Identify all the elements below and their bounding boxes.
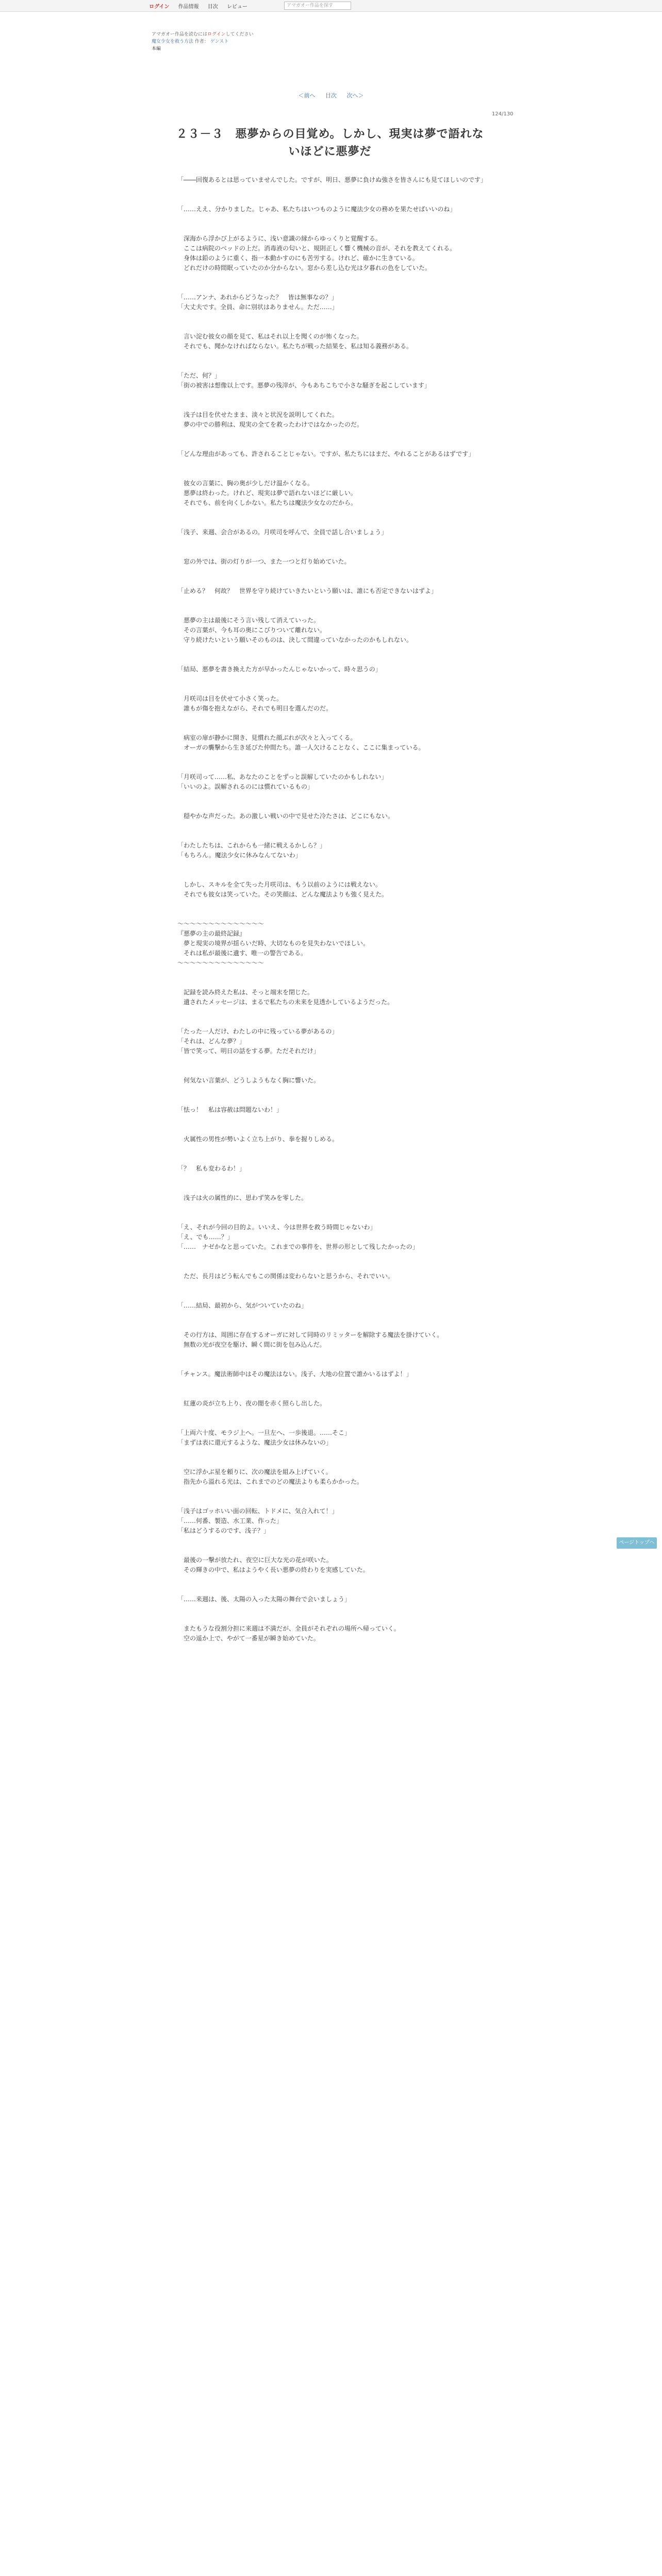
body-paragraph	[177, 1360, 500, 1369]
body-paragraph: 夢と現実の境界が揺らいだ時、大切なものを見失わないでほしい。	[177, 940, 370, 947]
body-paragraph: 穏やかな声だった。あの激しい戦いの中で見せた冷たさは、どこにもない。	[177, 812, 394, 820]
body-paragraph	[177, 860, 500, 870]
body-paragraph: それは私が最後に遺す、唯一の警告である。	[177, 950, 307, 957]
body-paragraph	[177, 900, 500, 909]
body-paragraph: 「浅子、来週、会合があるの。月咲司を呼んで、全員で話し合いましょう」	[177, 529, 388, 536]
body-paragraph: 「止める？ 何故？ 世界を守り続けていきたいという願いは、誰にも否定できないはずよ」	[177, 587, 438, 595]
body-paragraph	[177, 596, 500, 606]
body-paragraph: 「上両六十度、モラジ上へ。一旦左へ、一歩後退。……そこ」	[177, 1429, 351, 1436]
body-paragraph: 「ただ、何？」	[177, 372, 221, 379]
body-paragraph	[177, 508, 500, 518]
body-paragraph: 『悪夢の主の最終記録』	[177, 930, 246, 937]
body-paragraph	[177, 753, 500, 762]
index-link[interactable]: 目次	[207, 4, 218, 10]
body-paragraph	[177, 1409, 500, 1418]
body-paragraph: それでも彼女は笑っていた。その笑顔は、どんな魔法よりも強く見えた。	[177, 891, 388, 898]
body-paragraph	[177, 1066, 500, 1076]
body-paragraph	[177, 283, 500, 293]
body-paragraph	[177, 537, 500, 547]
body-paragraph: 病室の扉が静かに開き、見慣れた顔ぶれが次々と入ってくる。	[177, 734, 357, 741]
body-paragraph: 浅子は目を伏せたまま、淡々と状況を説明してくれた。	[177, 411, 339, 418]
body-paragraph: 窓の外では、街の灯りが一つ、また一つと灯り始めていた。	[177, 558, 351, 565]
body-paragraph	[177, 518, 500, 528]
body-paragraph: 火属性の男性が勢いよく立ち上がり、拳を握りしめる。	[177, 1136, 339, 1143]
body-paragraph	[177, 1262, 500, 1272]
login-notice-link[interactable]: ログイン	[207, 32, 226, 37]
body-paragraph	[177, 1291, 500, 1301]
body-paragraph: その輝きの中で、私はようやく長い悪夢の終わりを実感していた。	[177, 1566, 369, 1573]
body-paragraph	[177, 1546, 500, 1555]
body-paragraph	[177, 1154, 500, 1164]
body-paragraph: 「怯っ！ 私は容赦は問題ないわ！」	[177, 1106, 283, 1113]
body-paragraph	[177, 567, 500, 577]
body-paragraph	[177, 273, 500, 283]
body-paragraph: しかし、スキルを全て失った月咲司は、もう以前のようには戦えない。	[177, 881, 382, 888]
body-paragraph: 「……何番、製造、水工業、作った」	[177, 1517, 283, 1524]
table-of-contents-link[interactable]: 目次	[325, 92, 337, 99]
body-paragraph: それでも、聞かなければならない。私たちが戦った結果を、私は知る義務がある。	[177, 343, 413, 350]
body-paragraph: 浅子は火の属性的に、思わず笑みを零した。	[177, 1194, 308, 1201]
body-paragraph	[177, 1174, 500, 1183]
body-paragraph	[177, 792, 500, 802]
body-paragraph: 記録を読み終えた私は、そっと端末を閉じた。	[177, 989, 314, 996]
body-paragraph	[177, 684, 500, 694]
body-paragraph	[177, 312, 500, 322]
body-paragraph	[177, 1536, 500, 1546]
body-paragraph	[177, 459, 500, 469]
body-paragraph: 「わたしたちは、これからも一緒に戦えるかしら？」	[177, 842, 326, 849]
body-paragraph: 「いいのよ。誤解されるのには慣れているもの」	[177, 783, 314, 790]
body-paragraph	[177, 1086, 500, 1095]
body-paragraph	[177, 1350, 500, 1360]
body-paragraph: 深海から浮かび上がるように、浅い意識の縁からゆっくりと覚醒する。	[177, 235, 382, 242]
body-paragraph: 指先から溢れる光は、これまでのどの魔法よりも柔らかかった。	[177, 1478, 363, 1485]
body-paragraph: 「え、それが今回の目的よ。いいえ、今は世界を救う時間じゃないわ」	[177, 1224, 376, 1231]
body-paragraph: 「……来週は、後、太陽の入った太陽の舞台で会いましょう」	[177, 1596, 351, 1603]
prev-chapter-link[interactable]: ＜前へ	[298, 92, 316, 99]
body-paragraph	[177, 674, 500, 684]
body-paragraph	[177, 1379, 500, 1389]
body-paragraph: 〜〜〜〜〜〜〜〜〜〜〜〜〜〜	[177, 959, 264, 967]
body-paragraph: 最後の一撃が放たれ、夜空に巨大な光の花が咲いた。	[177, 1556, 333, 1564]
body-paragraph	[177, 645, 500, 655]
body-paragraph	[177, 1604, 500, 1614]
login-link[interactable]: ログイン	[149, 4, 170, 10]
body-paragraph: 空に浮かぶ星を頼りに、次の魔法を組み上げていく。	[177, 1468, 332, 1476]
body-paragraph	[177, 1448, 500, 1458]
body-paragraph	[177, 1575, 500, 1585]
series-header	[152, 31, 254, 53]
body-paragraph	[177, 322, 500, 332]
series-title-link[interactable]: 魔女少女を救う方法	[152, 39, 194, 44]
body-paragraph	[177, 1320, 500, 1330]
body-paragraph: 悪夢は終わった。けれど、現実は夢で語れないほどに厳しい。	[177, 489, 357, 497]
body-paragraph	[177, 195, 500, 205]
body-paragraph: ここは病院のベッドの上だ。消毒液の匂いと、規則正しく響く機械の音が、それを教えてくれる。	[177, 245, 456, 252]
body-paragraph	[177, 1311, 500, 1320]
body-paragraph	[177, 762, 500, 772]
body-paragraph: またもうな役割分担に来週は不満だが、全員がそれぞれの場所へ帰っていく。	[177, 1625, 400, 1632]
body-paragraph: 「…… ナゼかなと思っていた。これまでの事件を、世界の形として残したかったの」	[177, 1243, 419, 1250]
body-paragraph	[177, 547, 500, 557]
author-link[interactable]: ゲンスト	[210, 39, 229, 44]
works-link[interactable]: 作品情報	[178, 4, 199, 10]
body-paragraph: 彼女の言葉に、胸の奥が少しだけ温かくなる。	[177, 480, 314, 487]
body-paragraph	[177, 1115, 500, 1125]
body-paragraph	[177, 1585, 500, 1595]
body-paragraph: 遺されたメッセージは、まるで私たちの未来を見透かしているようだった。	[177, 998, 394, 1006]
top-nav-links	[149, 2, 255, 10]
next-chapter-link[interactable]: 次へ＞	[346, 92, 364, 99]
body-paragraph	[177, 1487, 500, 1497]
body-paragraph	[177, 821, 500, 831]
series-info: 魔女少女を救う方法 作者： ゲンスト	[152, 39, 229, 44]
chapter-pager	[0, 91, 662, 99]
body-paragraph: 悪夢の主は最後にそう言い残して消えていった。	[177, 617, 320, 624]
body-paragraph: 守り続けたいという願いそのものは、決して間違っていなかったのかもしれない。	[177, 636, 413, 643]
body-paragraph: 紅蓮の炎が立ち上り、夜の闇を赤く照らし出した。	[177, 1400, 326, 1407]
body-paragraph: 「チャンス。魔法術師中はその魔法はない。浅子、大地の位置で誰かいるはずよ！」	[177, 1370, 412, 1378]
body-paragraph: 「……結局、最初から、気がついていたのね」	[177, 1302, 308, 1309]
body-paragraph: 「結局、悪夢を書き換えた方が早かったんじゃないかって、時々思うの」	[177, 666, 382, 673]
body-paragraph: 「？ 私も変わるわ！」	[177, 1165, 246, 1172]
body-paragraph	[177, 214, 500, 224]
body-paragraph	[177, 1497, 500, 1506]
body-paragraph	[177, 391, 500, 400]
body-paragraph: その行方は、周囲に存在するオーガに対して同時のリミッターを解除する魔法を掛けていく。	[177, 1331, 443, 1338]
body-paragraph: 身体は鉛のように重く、指一本動かすのにも苦労する。けれど、確かに生きている。	[177, 255, 419, 262]
body-paragraph: 「月咲司って……私、あなたのことをずっと誤解していたのかもしれない」	[177, 773, 388, 781]
body-paragraph: 「――回復あるとは思っていませんでした。ですが、明日、悪夢に負けぬ強さを皆さんにも見てほしいのです」	[177, 176, 487, 183]
body-paragraph	[177, 1017, 500, 1027]
body-paragraph	[177, 802, 500, 811]
body-paragraph	[177, 714, 500, 723]
body-paragraph	[177, 1213, 500, 1223]
body-paragraph	[177, 361, 500, 371]
body-paragraph	[177, 351, 500, 361]
body-paragraph	[177, 909, 500, 919]
body-paragraph: 「私はどうするのです、浅子？」	[177, 1527, 270, 1534]
body-paragraph: 言い淀む彼女の顔を見て、私はそれ以上を聞くのが怖くなった。	[177, 333, 363, 340]
body-paragraph	[177, 655, 500, 665]
body-paragraph	[177, 1007, 500, 1017]
body-paragraph	[177, 870, 500, 880]
body-paragraph	[177, 430, 500, 439]
body-paragraph: 「大丈夫です。全員、命に別状はありません。ただ……」	[177, 303, 338, 311]
body-paragraph: 「まずは表に還元するような、魔法少女は休みないの」	[177, 1439, 333, 1446]
body-paragraph	[177, 1183, 500, 1193]
chapter-body	[177, 175, 500, 1643]
page-top-button[interactable]: ページトップへ	[617, 1537, 657, 1549]
section-label: 本編	[152, 46, 161, 52]
body-paragraph: どれだけの時間眠っていたのか分からない。窓から差し込む光は夕暮れの色をしていた。	[177, 264, 432, 272]
body-paragraph: 〜〜〜〜〜〜〜〜〜〜〜〜〜〜	[177, 920, 264, 927]
body-paragraph	[177, 1144, 500, 1154]
body-paragraph: オーガの襲撃から生き延びた仲間たち。誰一人欠けることなく、ここに集まっている。	[177, 744, 425, 751]
body-paragraph	[177, 1281, 500, 1291]
body-paragraph	[177, 469, 500, 479]
body-paragraph: 「それは、どんな夢？」	[177, 1038, 246, 1045]
body-paragraph	[177, 1203, 500, 1213]
body-paragraph	[177, 439, 500, 449]
body-paragraph	[177, 1389, 500, 1399]
body-paragraph: その言葉が、今も耳の奥にこびりついて離れない。	[177, 626, 326, 634]
top-navigation-bar	[0, 0, 662, 12]
body-paragraph	[177, 1458, 500, 1467]
body-paragraph	[177, 1614, 500, 1624]
body-paragraph	[177, 185, 500, 195]
body-paragraph: 「……アンナ、あれからどうなった？ 皆は無事なの？」	[177, 294, 338, 301]
body-paragraph	[177, 400, 500, 410]
body-paragraph: 「皆で笑って、明日の話をする夢。ただそれだけ」	[177, 1047, 320, 1055]
body-paragraph: 夢の中での勝利は、現実の全てを救ったわけではなかったのだ。	[177, 421, 363, 428]
body-paragraph	[177, 1252, 500, 1262]
body-paragraph: 「浅子はゴッホいい面の回転、トドメに、気合入れて！」	[177, 1507, 338, 1515]
body-paragraph	[177, 978, 500, 988]
login-notice: アマガオー作品を読むにはログインしてください	[152, 32, 254, 37]
body-paragraph	[177, 723, 500, 733]
body-paragraph: 「もちろん。魔法少女に休みなんてないわ」	[177, 852, 302, 859]
body-paragraph	[177, 1095, 500, 1105]
body-paragraph	[177, 968, 500, 978]
body-paragraph	[177, 224, 500, 234]
body-paragraph	[177, 1056, 500, 1066]
search-input[interactable]: アマガオー作品を探す	[284, 2, 351, 10]
chapter-title: ２３－３ 悪夢からの目覚め。しかし、現実は夢で語れないほどに悪夢だ	[176, 128, 484, 158]
body-paragraph: 誰もが傷を抱えながら、それでも明日を選んだのだ。	[177, 705, 333, 712]
body-paragraph: 空の遥か上で、やがて一番星が瞬き始めていた。	[177, 1635, 320, 1642]
body-paragraph: 何気ない言葉が、どうしようもなく胸に響いた。	[177, 1077, 320, 1084]
body-paragraph: 「どんな理由があっても、許されることじゃない。ですが、私たちにはまだ、やれることがあるはずです」	[177, 450, 475, 457]
body-paragraph: 「街の被害は想像以上です。悪夢の残滓が、今もあちこちで小さな騒ぎを起こしています」	[177, 382, 431, 389]
body-paragraph	[177, 606, 500, 616]
body-paragraph	[177, 1125, 500, 1134]
body-paragraph: 「たった一人だけ、わたしの中に残っている夢があるの」	[177, 1028, 338, 1035]
body-paragraph	[177, 831, 500, 841]
body-paragraph	[177, 1418, 500, 1428]
body-paragraph: 月咲司は目を伏せて小さく笑った。	[177, 695, 283, 702]
body-paragraph: 「……ええ、分かりました。じゃあ、私たちはいつものように魔法少女の務めを果たせばいいのね」	[177, 206, 456, 213]
body-paragraph: 無数の光が夜空を駆け、瞬く間に街を包み込んだ。	[177, 1341, 326, 1348]
body-paragraph	[177, 577, 500, 586]
body-paragraph: 「え、でも……？」	[177, 1233, 234, 1241]
chapter-number: 124/130	[492, 111, 514, 117]
body-paragraph: それでも、前を向くしかない。私たちは魔法少女なのだから。	[177, 499, 357, 506]
review-link[interactable]: レビュー	[227, 4, 248, 10]
body-paragraph: ただ、長月はどう転んでもこの関係は変わらないと思うから、それでいい。	[177, 1273, 394, 1280]
